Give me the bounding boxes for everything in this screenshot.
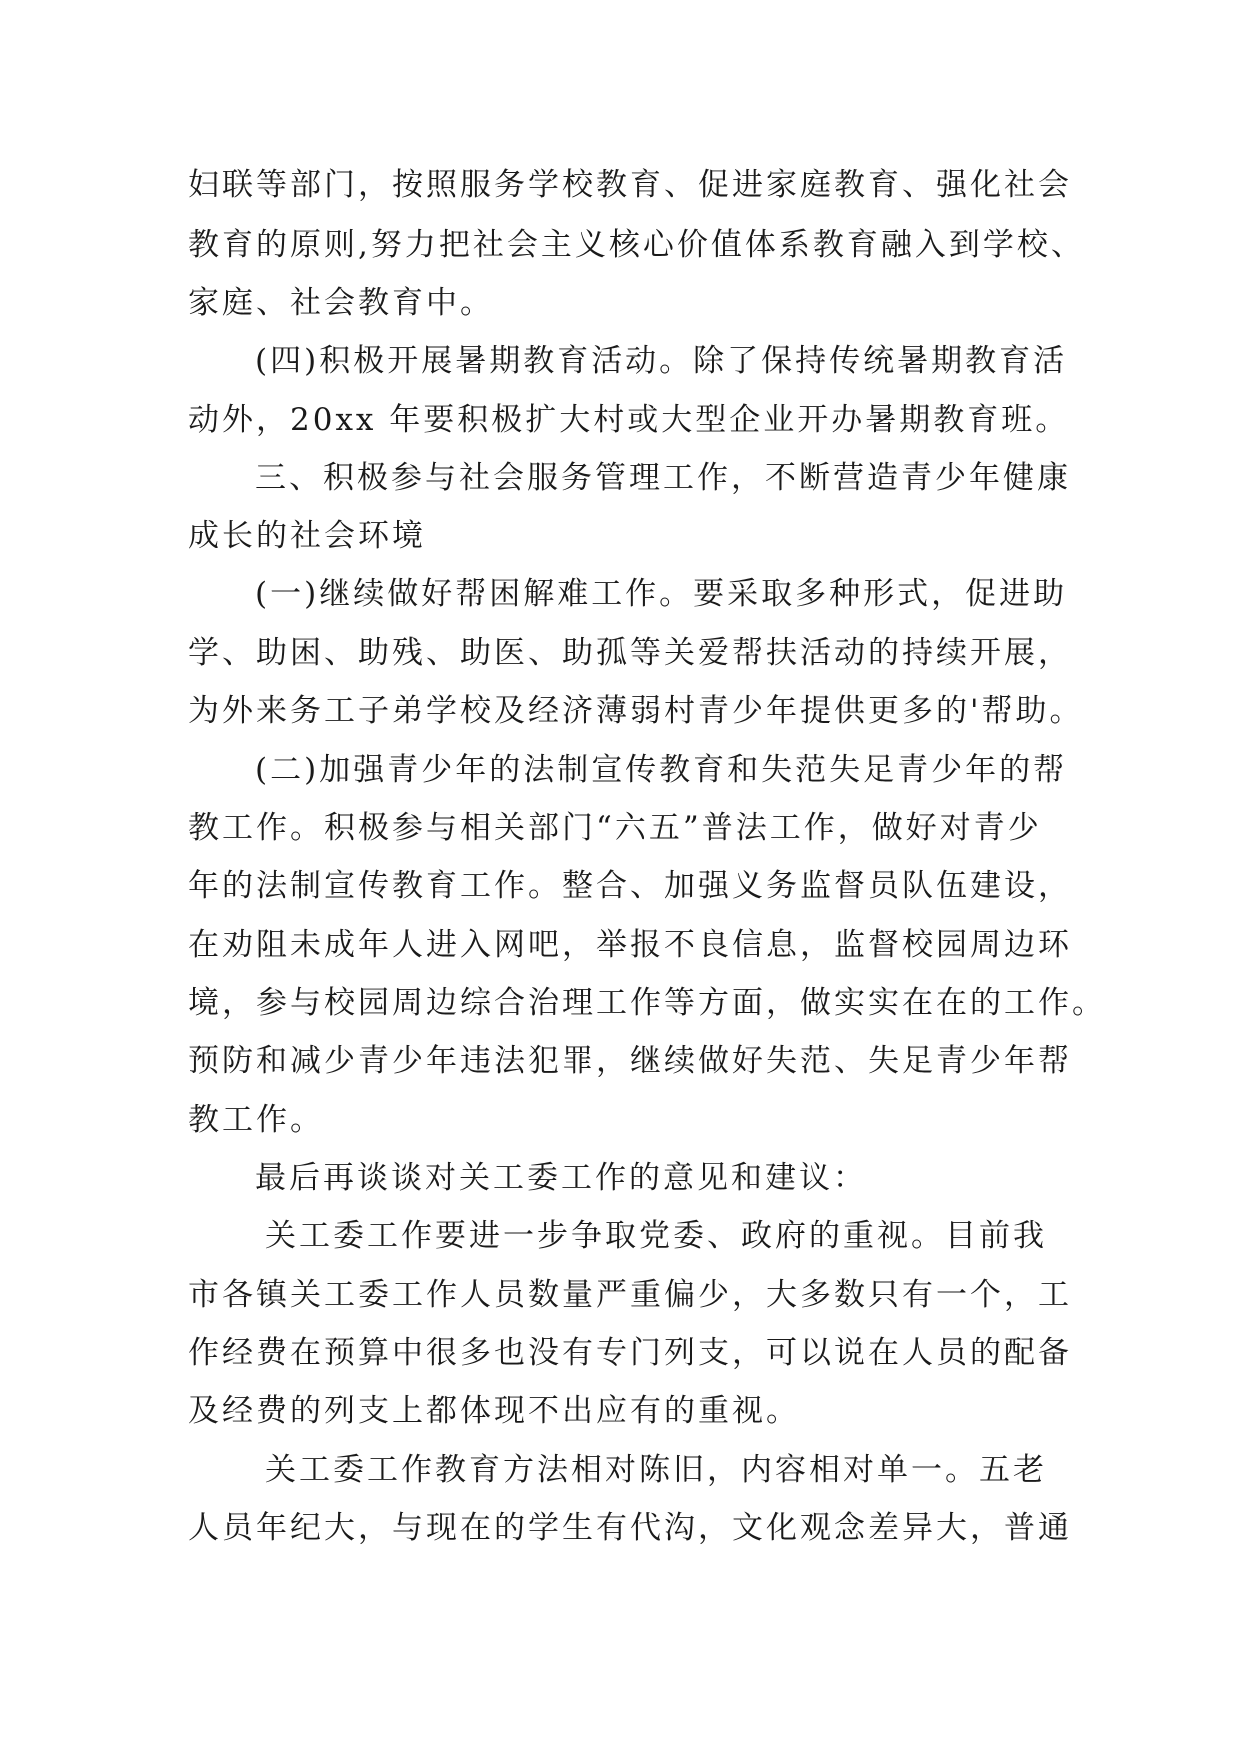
text-line: 最后再谈谈对关工委工作的意见和建议：: [255, 1160, 867, 1196]
text-line: 作经费在预算中很多也没有专门列支，可以说在人员的配备: [188, 1335, 1072, 1371]
text-line: 关工委工作教育方法相对陈旧，内容相对单一。五老: [265, 1452, 1047, 1488]
section-heading: 三、积极参与社会服务管理工作，不断营造青少年健康: [255, 460, 1071, 496]
text-line: 及经费的列支上都体现不出应有的重视。: [188, 1393, 800, 1429]
text-line: 学、助困、助残、助医、助孤等关爱帮扶活动的持续开展，: [188, 635, 1072, 671]
text-line: 在劝阻未成年人进入网吧，举报不良信息，监督校园周边环: [188, 927, 1072, 963]
text-line: (四)积极开展暑期教育活动。除了保持传统暑期教育活: [255, 343, 1068, 379]
text-line: (二)加强青少年的法制宣传教育和失范失足青少年的帮: [255, 752, 1068, 788]
text-line: 预防和减少青少年违法犯罪，继续做好失范、失足青少年帮: [188, 1043, 1072, 1079]
text-line: 市各镇关工委工作人员数量严重偏少，大多数只有一个，工: [188, 1277, 1072, 1313]
text-line: 为外来务工子弟学校及经济薄弱村青少年提供更多的'帮助。: [188, 693, 1084, 729]
text-line: 年的法制宣传教育工作。整合、加强义务监督员队伍建设，: [188, 868, 1072, 904]
text-line: 动外，20xx 年要积极扩大村或大型企业开办暑期教育班。: [188, 402, 1070, 438]
text-line: 教育的原则,努力把社会主义核心价值体系教育融入到学校、: [188, 227, 1085, 263]
text-line: (一)继续做好帮困解难工作。要采取多种形式，促进助: [255, 576, 1068, 612]
text-line: 人员年纪大，与现在的学生有代沟，文化观念差异大，普通: [188, 1510, 1072, 1546]
text-line: 教工作。: [188, 1102, 324, 1138]
section-heading: 成长的社会环境: [188, 518, 426, 554]
text-line: 关工委工作要进一步争取党委、政府的重视。目前我: [265, 1218, 1047, 1254]
text-line: 境，参与校园周边综合治理工作等方面，做实实在在的工作。: [188, 985, 1106, 1021]
text-line: 教工作。积极参与相关部门“六五”普法工作，做好对青少: [188, 810, 1042, 846]
text-line: 家庭、社会教育中。: [188, 285, 494, 321]
text-line: 妇联等部门，按照服务学校教育、促进家庭教育、强化社会: [188, 167, 1072, 203]
